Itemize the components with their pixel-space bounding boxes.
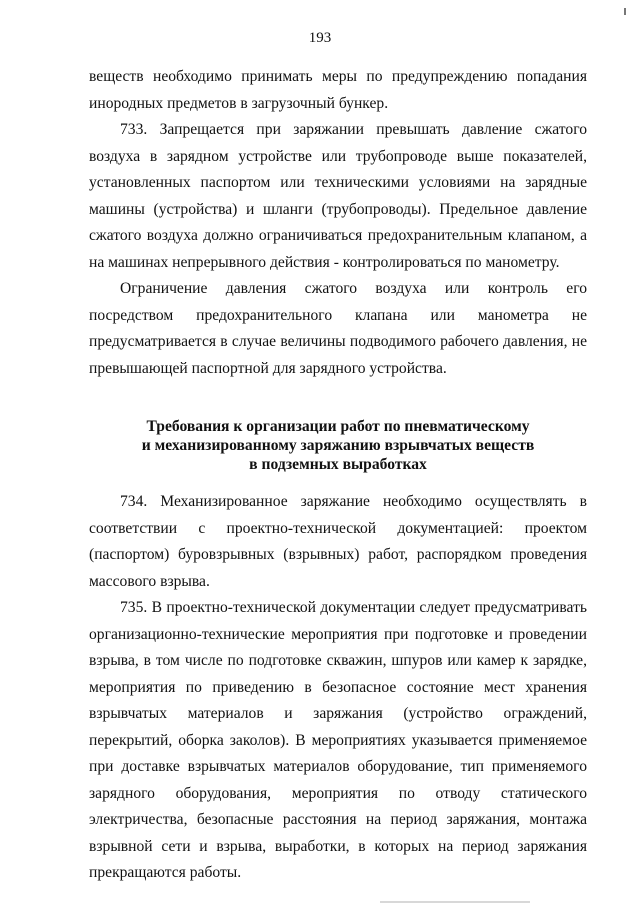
page-number: 193 — [308, 30, 332, 46]
paragraph-734: 734. Механизированное заряжание необходимо осуществлять в соответствии с проектно-технической документацией: проектом (паспортом) буровзрывных (взрывных) работ, распорядком проведения массового взрыва. — [89, 493, 587, 590]
paragraph-733: 733. Запрещается при заряжании превышать давление сжатого воздуха в зарядном устройстве или трубопроводе выше показателей, установленных паспортом или техническими условиями на зарядные машины (устройства) и шланги (трубопроводы). Предельное давление сжатого воздуха должно ограничиваться предохранительным клапаном, а на машинах непрерывного действия - контролироваться по манометру. — [89, 121, 587, 271]
paragraph-pressure-limit: Ограничение давления сжатого воздуха или контроль его посредством предохранительного клапана или манометра не предусматривается в случае величины подводимого рабочего давления, не превышающей паспортной для зарядного устройства. — [89, 280, 587, 377]
paragraph-735: 735. В проектно-технической документации следует предусматривать организационно-технические мероприятия при подготовке и проведении взрыва, в том числе по подготовке скважин, шпуров или камер к зарядке, мероприятия по приведению в безопасное состояние мест хранения взрывчатых материалов и заряжания (устройство ограждений, перекрытий, оборка заколов). В мероприятиях указывается применяемое при доставке взрывчатых материалов оборудование, тип применяемого зарядного оборудования, мероприятия по отводу статического электричества, безопасные расстояния на период заряжания, монтажа взрывной сети и взрыва, выработки, в которых на период заряжания прекращаются работы. — [89, 599, 587, 881]
section-heading — [89, 417, 587, 474]
document-body — [89, 64, 587, 887]
section-heading-line: и механизированному заряжанию взрывчатых веществ — [141, 437, 535, 454]
section-heading-line: Требования к организации работ по пневматическому — [146, 418, 530, 435]
paragraph-continuation: веществ необходимо принимать меры по предупреждению попадания инородных предметов в загрузочный бункер. — [89, 68, 587, 112]
scan-edge-mark — [380, 901, 530, 903]
scan-mark — [624, 8, 626, 15]
section-heading-line: в подземных выработках — [249, 456, 427, 473]
